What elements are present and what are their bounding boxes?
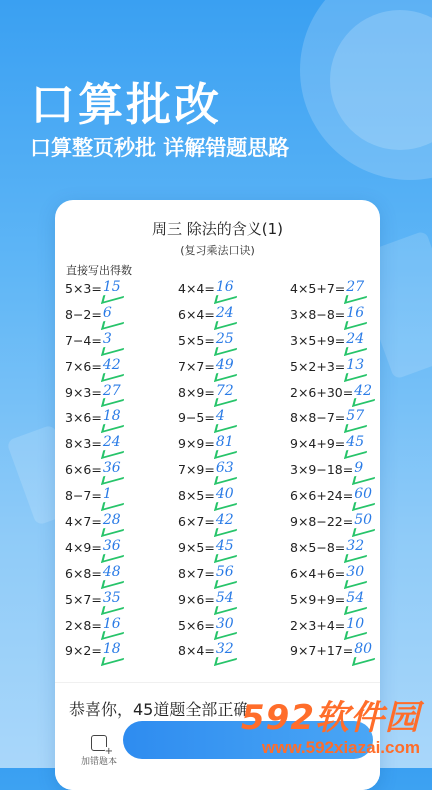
problem-item: [65, 561, 121, 587]
problem-expression: 6×4=: [178, 306, 215, 322]
problem-row: [55, 328, 380, 354]
handwritten-answer: 10: [346, 612, 364, 638]
problem-item: [290, 535, 364, 561]
problem-item: [178, 431, 234, 457]
handwritten-answer: 50: [354, 508, 372, 534]
problem-row: [55, 561, 380, 587]
problem-expression: 8×9=: [178, 384, 215, 400]
problem-expression: 8×4=: [178, 643, 215, 659]
problem-expression: 3×9−18=: [290, 462, 354, 478]
problem-item: [65, 431, 121, 457]
handwritten-answer: 80: [354, 637, 372, 663]
problem-row: [55, 302, 380, 328]
handwritten-answer: 30: [216, 612, 234, 638]
problem-item: [65, 613, 121, 639]
handwritten-answer: 27: [346, 275, 364, 301]
handwritten-answer: 27: [103, 379, 121, 405]
problem-expression: 8−2=: [65, 306, 102, 322]
problem-expression: 9×8−22=: [290, 514, 354, 530]
problem-item: [178, 380, 234, 406]
handwritten-answer: 24: [216, 301, 234, 327]
problem-item: [65, 535, 121, 561]
handwritten-answer: 60: [354, 482, 372, 508]
problem-item: [178, 457, 234, 483]
handwritten-answer: 32: [346, 534, 364, 560]
handwritten-answer: 13: [346, 353, 364, 379]
handwritten-answer: 18: [103, 404, 121, 430]
watermark-brand: [241, 690, 420, 739]
problem-expression: 5×6=: [178, 617, 215, 633]
problem-expression: 9×4+9=: [290, 436, 346, 452]
problem-item: [290, 561, 364, 587]
handwritten-answer: 57: [346, 404, 364, 430]
add-wrong-book-label: 加错题本: [80, 757, 117, 767]
problem-expression: 5×2+3=: [290, 358, 346, 374]
problem-item: [65, 587, 121, 613]
problem-expression: 8×3=: [65, 436, 102, 452]
problem-expression: 4×5+7=: [290, 281, 346, 296]
problem-item: [290, 328, 364, 354]
handwritten-answer: 16: [216, 275, 234, 301]
problem-expression: 7−4=: [65, 332, 102, 348]
problem-item: [178, 302, 234, 328]
problem-item: [290, 587, 364, 613]
handwritten-answer: 72: [216, 379, 234, 405]
problem-expression: 6×7=: [178, 514, 215, 530]
handwritten-answer: 42: [103, 353, 121, 379]
problem-item: [65, 509, 121, 535]
problem-item: [65, 328, 112, 354]
handwritten-answer: 24: [103, 430, 121, 456]
problem-item: [178, 638, 234, 664]
problem-expression: 7×9=: [178, 462, 215, 478]
handwritten-answer: 81: [216, 430, 234, 456]
handwritten-answer: 48: [103, 560, 121, 586]
problem-row: [55, 276, 380, 302]
problem-item: [178, 328, 234, 354]
problem-expression: 2×3+4=: [290, 617, 346, 633]
result-message: 恭喜你，45道题全部正确: [69, 700, 250, 719]
problem-item: [65, 354, 121, 380]
problem-row: [55, 483, 380, 509]
problem-expression: 4×4=: [178, 281, 215, 296]
problem-expression: 9×7+17=: [290, 643, 354, 659]
problem-expression: 6×6=: [65, 462, 102, 478]
problem-item: [290, 483, 372, 509]
handwritten-answer: 42: [354, 379, 372, 405]
page-subtitle: 口算整页秒批 详解错题思路: [30, 136, 290, 160]
problem-item: [178, 483, 234, 509]
problem-item: [65, 302, 112, 328]
handwritten-answer: 36: [103, 534, 121, 560]
problem-expression: 7×7=: [178, 358, 215, 374]
problem-row: [55, 613, 380, 639]
handwritten-answer: 30: [346, 560, 364, 586]
problem-expression: 8−7=: [65, 488, 102, 504]
problem-item: [290, 457, 363, 483]
problem-expression: 8×5−8=: [290, 539, 346, 555]
problem-item: [65, 457, 121, 483]
handwritten-answer: 15: [103, 275, 121, 301]
problem-item: [178, 561, 234, 587]
problem-item: [178, 509, 234, 535]
handwritten-answer: 16: [103, 612, 121, 638]
problem-expression: 9×5=: [178, 539, 215, 555]
handwritten-answer: 45: [346, 430, 364, 456]
worksheet-title: 周三 除法的含义(1): [151, 220, 284, 238]
handwritten-answer: 32: [216, 637, 234, 663]
handwritten-answer: 40: [216, 482, 234, 508]
worksheet-subtitle: (复习乘法口诀): [180, 244, 255, 257]
handwritten-answer: 24: [346, 327, 364, 353]
problem-row: [55, 509, 380, 535]
problem-expression: 5×7=: [65, 591, 102, 607]
problem-item: [65, 483, 112, 509]
handwritten-answer: 49: [216, 353, 234, 379]
problem-expression: 8×8−7=: [290, 410, 346, 426]
handwritten-answer: 16: [346, 301, 364, 327]
handwritten-answer: 54: [346, 586, 364, 612]
notebook-add-icon: [91, 735, 107, 751]
problem-row: [55, 354, 380, 380]
problem-item: [65, 380, 121, 406]
problem-expression: 6×4+6=: [290, 565, 346, 581]
handwritten-answer: 42: [216, 508, 234, 534]
problem-expression: 6×8=: [65, 565, 102, 581]
problem-item: [290, 405, 364, 431]
problem-row: [55, 405, 380, 431]
problem-expression: 3×8−8=: [290, 306, 346, 322]
handwritten-answer: 25: [216, 327, 234, 353]
problem-expression: 9×2=: [65, 643, 102, 659]
handwritten-answer: 1: [103, 482, 112, 508]
problem-item: [65, 638, 121, 664]
handwritten-answer: 6: [103, 301, 112, 327]
problem-expression: 3×5+9=: [290, 332, 346, 348]
problem-item: [178, 354, 234, 380]
problem-item: [290, 613, 364, 639]
problem-item: [290, 354, 364, 380]
problem-item: [178, 276, 234, 302]
problem-row: [55, 457, 380, 483]
problem-expression: 9×9=: [178, 436, 215, 452]
problem-item: [65, 276, 121, 302]
handwritten-answer: 9: [354, 456, 363, 482]
problem-expression: 2×6+30=: [290, 384, 354, 400]
problem-item: [65, 405, 121, 431]
worksheet-instruction: 直接写出得数: [66, 264, 132, 277]
problem-item: [178, 587, 234, 613]
problem-expression: 5×3=: [65, 281, 102, 296]
problem-item: [290, 302, 364, 328]
problem-item: [178, 613, 234, 639]
problem-row: [55, 431, 380, 457]
problem-row: [55, 535, 380, 561]
handwritten-answer: 45: [216, 534, 234, 560]
handwritten-answer: 28: [103, 508, 121, 534]
handwritten-answer: 35: [103, 586, 121, 612]
handwritten-answer: 56: [216, 560, 234, 586]
handwritten-answer: 54: [216, 586, 234, 612]
problem-row: [55, 587, 380, 613]
add-wrong-book-button[interactable]: [71, 735, 127, 767]
problem-expression: 5×9+9=: [290, 591, 346, 607]
problem-item: [290, 276, 364, 302]
problem-expression: 9×6=: [178, 591, 215, 607]
watermark-brand-text: 软件园: [315, 698, 420, 738]
problem-expression: 7×6=: [65, 358, 102, 374]
problem-item: [178, 405, 225, 431]
problem-expression: 9−5=: [178, 410, 215, 426]
site-watermark: [202, 690, 428, 764]
problem-expression: 3×6=: [65, 410, 102, 426]
problem-expression: 8×7=: [178, 565, 215, 581]
problem-item: [290, 380, 372, 406]
handwritten-answer: 36: [103, 456, 121, 482]
problem-row: [55, 638, 380, 664]
watermark-url: www.592xiazai.com: [261, 738, 420, 757]
problem-expression: 4×9=: [65, 539, 102, 555]
problem-expression: 2×8=: [65, 617, 102, 633]
handwritten-answer: 18: [103, 637, 121, 663]
problem-item: [178, 535, 234, 561]
problem-item: [290, 509, 372, 535]
problem-expression: 8×5=: [178, 488, 215, 504]
problem-row: [55, 380, 380, 406]
problem-expression: 6×6+24=: [290, 488, 354, 504]
problem-expression: 9×3=: [65, 384, 102, 400]
problem-item: [290, 431, 364, 457]
page-title: 口算批改: [30, 78, 223, 131]
watermark-brand-number: 592: [241, 698, 315, 738]
problem-expression: 4×7=: [65, 514, 102, 530]
problem-grid: [55, 276, 380, 664]
handwritten-answer: 63: [216, 456, 234, 482]
handwritten-answer: 4: [216, 404, 225, 430]
problem-expression: 5×5=: [178, 332, 215, 348]
handwritten-answer: 3: [103, 327, 112, 353]
problem-item: [290, 638, 372, 664]
